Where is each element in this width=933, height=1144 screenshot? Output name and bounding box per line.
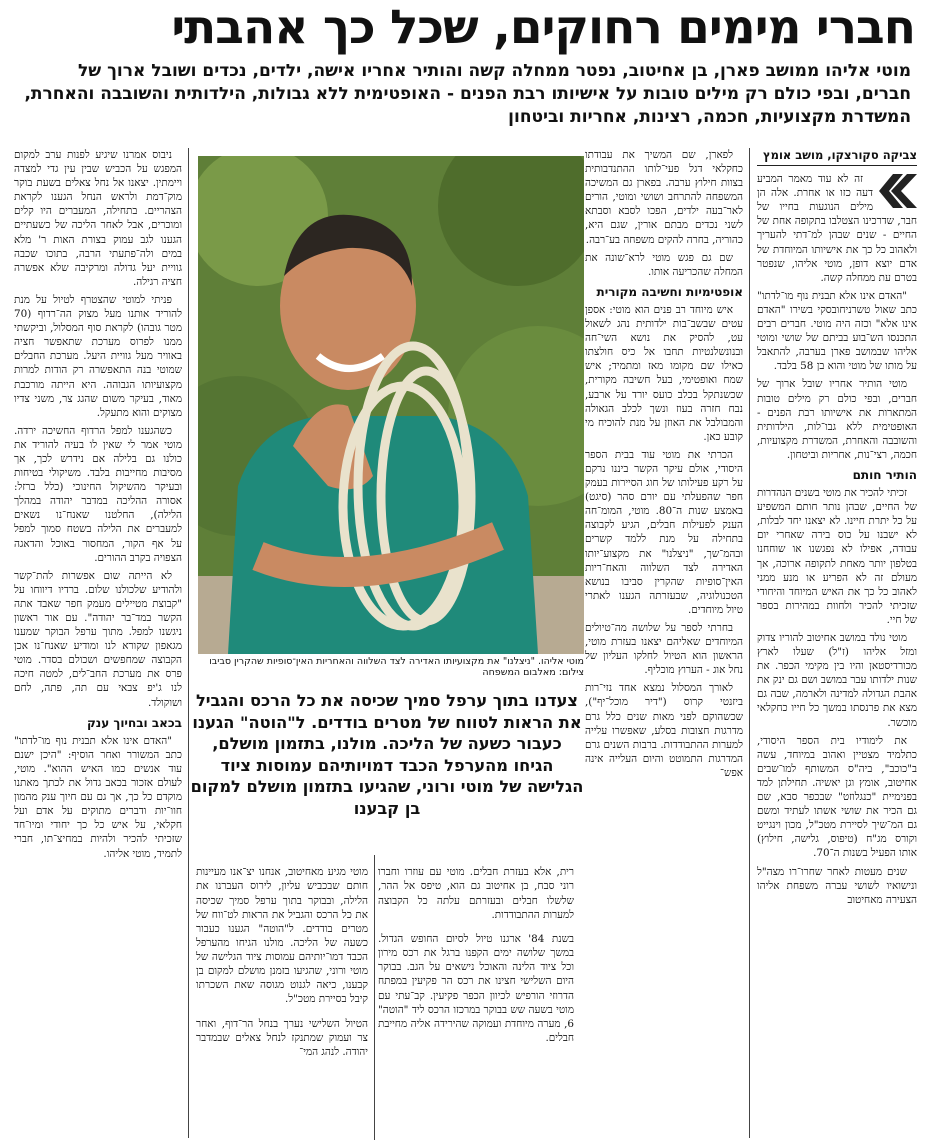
article-column-4 <box>196 855 368 1144</box>
paragraph: לא הייתה שום אפשרות להת־קשר ולהודיע שלכולנו שלום. ברדיו דיווחו על "קבוצת מטיילים מעמק חפר שאבד אתה הקשר במד־בר יהודה". עם אור ראשון ניגשנו למפל. מתוך ערפל הבוקר שמענו מגאפון שקורא לנו ומודיע שאנח־נו אכן הקבוצה שמחפשים ושכולם בסדר. מוטי פרס את מערכת החב־לים, למטה חיכה לנו ג'יפ צבאי עם תה, פתה, לחם ושוקולד. <box>14 569 182 709</box>
paragraph: שם גם פגש מוטי לרא־שונה את המחלה שהכריעה אותו. <box>585 251 743 278</box>
subheading: אופטימיות וחשיבה מקורית <box>596 284 743 299</box>
column-divider <box>749 148 750 1138</box>
article-column-5 <box>14 148 182 1144</box>
paragraph: ניבוס אמרנו שיגיע לפנות ערב למקום המפגש על הכביש שבין עין גדי למצדה ויימתין. יצאנו אל נחל צאלים בשעת בוקר מוק־דמת ולראש הנחל הגענו לקראת הצהריים. בתחילה, המעברים היו קלים ומוכרים, אבל לאחר הליכה של כשעתיים הגענו לגב עמוק בצורת האות ר' מלא במים ולה־פתעתי הרבה, בתוכו שכבה גוויית יעל גדולה ומרקיבה שלא אפשרה חציה רגילה. <box>14 149 182 288</box>
article-column-1 <box>757 148 917 1144</box>
article-deck: מוטי אליהו ממושב פארן, בן אחיטוב, נפטר ממחלה קשה והותיר אחריו אישה, ילדים, נכדים ושובל ארוך של חברים, ובפי כולם רק מילים טובות על אישיותו רבת הפנים - האופטימית ללא גבולות, הילדותית והשובבה והאחרת, המשדרת מקצועיות, חכמה, רצינות, אחריות וביטחון <box>24 61 911 127</box>
paragraph: מוטי מגיע מאחיטוב, אנחנו יצ־אנו מעיינות חותם שבכביש עליון, לירוס העברנו את הלילה, ובבוקר בתוך ערפל סמיך שכיסה את כל הרכס והגביל את הראות לט־ווח של מטרים בודדים. ל"הוטה" הגענו כעבור כשעה של הליכה. מולנו הגיחו מהערפל הכבד דמו־יותיהם עמוסות ציוד הגלישה של מוטי ורוני, שהגיעו בזמנן מושלם למקום בן קבענו, כיאה לגנוט מגוסה שאת השכרתו קיבל בסיירת מטכ"ל. <box>196 866 368 1006</box>
paragraph: בחרתי לספר על שלושה מה־טיולים המיוחדים שאליהם יצאנו בעזרת מוטי, הראשון הוא הטיול לחלקו העליון של נחל אוג - הערוץ מוכליף. <box>585 622 743 677</box>
paragraph: מוטי נולד במושב אחיטוב להוריו צדוק ומזל אליהו (ז"ל) שעלו לארץ מכורדיסטאן והיו בין מקימי הכפר. את שנות ילדותו עבר במושב ושם גם ינק את אהבת הגדולה למדינה ולארמה, שבה גם מצא את פרנסתו במשך כל חייו כחקלאי מוכשר. <box>757 632 917 729</box>
pull-quote: צעדנו בתוך ערפל סמיך שכיסה את כל הרכס והגביל את הראות לטווח של מטרים בודדים. ל"הוטה" הגענו כעבור כשעה של הליכה. מולנו, בתזמון מושלם, הגיחו מהערפל הכבד דמויותיהם עמוסות ציוד הגלישה של מוטי ורוני, שהגיעו בתזמון מושלם למקום בן קבענו <box>190 691 584 818</box>
paragraph: מוטי הותיר אחריו שובל ארוך של חברים, ובפי כולם רק מילים טובות המתארות את אישיותו רבת הפנים - האופטימית ללא גבו־לות, הילדותית והשובבה והאחרת, המשדרת מקצועיות, חכמה, רצי־נות, אחריות וביטחון. <box>757 378 917 461</box>
paragraph: פניתי למוטי שהצטרף לטיול על מנת להוריד אותנו מעל מצוק הה־רדוף (70 מטר גובהו) לקראת סוף המסלול, וביקשתי ממנו לפרוס מערכת שתאפשר חציה באוויר מעל גוויית היעל. מערכת החבלים שמוטי בנה התאפשרה רק הודות למרות מקצועיותו הגבוהה. היא הייתה מורכבת מאוד, בעיקר משום שהגג צר, משני צדיו מצוקים והוא מתעקל. <box>14 293 182 419</box>
paragraph: את לימודיו בית הספר היסודי, כתלמיד מצטיין ואהוב במיוחד, עשה ב"כוכב", ביה"ס המשותף למו־שבים אחיטוב, אומץ וגן יאשיה. תחילתן למד בפנימיית "כנגלוזט" שבכפר סבא, שם גם הכיר את שושי אשתו לעתיד ומשם גם המ־שיך לסיירת מטכ"ל, מכון וינגייט וקורס מג"ח (טיפוס, גלישה, חילוץ) אותו הפעיל בשנות ה־70. <box>757 734 917 860</box>
paragraph: כשהגענו למפל הרדוף החשיכה ירדה. מוטי אמר לי שאין לו בעיה להוריד את כולנו גם בלילה אם נידרש לכך, אך מסיבות מחייבות בלבד. משיקולי בטיחות ובעיקר מהשיקול החינוכי (כלל ברזל: אסורה ההליכה במדבר יהודה במהלך הלילה), החלטנו שאנח־נו נשאים למעברים את הלילה בשטח סמוך למפל על אף הקור, המחסור באוכל והדאגה הצפויה בקרב ההורים. <box>14 424 182 564</box>
paragraph: איש מיוחד רב פנים הוא מוטי: אספן עטים שבשב־בות ילדותית נהג לשאול עט, להסיק את נושא השי־חה ובנונשלנטיות תחבו אל כיס חולצתו כאילו שם מקומו מאז ומתמיד; איש שמח ואופטימי, בעל חשיבה מקורית, שכשנתקל בכלב כועס יורד על ארבע, נבח חזרה בעוז ונשך לכלב הגאולה והמבולבל את האוזן על מנת להוכיח מי קובע כאן. <box>585 303 743 443</box>
paragraph: לפארן, שם המשיך את עבודתו כחקלאי דגל פעי־לותו ההתנדבותית בצוות חילוץ ערבה. בפארן גם המשיכה המשפחה להתרחב ושושי ומוטי, הורים לאר־בעה ילדים, הפכו לסבא וסבתא לשני נכדים מבתם אורין, שגם היא, כהוריה, בחרה להקים משפחה בע־רבה. <box>585 149 743 246</box>
article-photo <box>198 156 584 654</box>
paragraph: לאורך המסלול נמצא אחד נזי־רות ביזנטי קרוס ("דיר מוכל־יף"), שכשהוקם לפני מאות שנים כלל גרם מדרגות חצובות בסלע, שאפשרו עלייה למערות ההתבודדות. ברבות השנים גרם המדרגות התמוטט והיום העלייה אינה אפש־ <box>585 682 743 779</box>
photo-caption <box>198 656 584 680</box>
paragraph: "האדם אינו אלא תבנית נוף מו־לדתו" כתב המשורר ואחר הוסיף: "היכן ישנם עוד אנשים כמו האיש ההוא". מוטי, לעולם אזכור בכאב גדול את לכתך מאתנו מוקדם כל כך, אך גם עם חיוך ענק מהמון חוו־יות ודברים מתוקים על אדם ועל חקלאי, על איש כל כך יחודי ומיו־חד שזכיתי להכיר ולהיות במחיצ־תו, חברי לתמיד, מוטי אליהו. <box>14 734 182 860</box>
author-byline: צביקה סקורצקו, מושב אומץ <box>757 148 917 166</box>
column-divider <box>188 148 189 1138</box>
article-column-2 <box>585 148 743 1144</box>
subheading: הותיר חותם <box>852 467 917 482</box>
chevrons-icon <box>879 174 917 208</box>
article-column-3 <box>378 855 574 1144</box>
paragraph: רית, אלא בעזרת חבלים. מוטי עם עוזרו וחברו רוני סבח, בן אחיטוב גם הוא, טיפס אל ההר, שלשלו חבלים ובעזרתם עלתה כל הקבוצה למערות ההתבודדות. <box>378 866 574 921</box>
paragraph: זכיתי להכיר את מוטי בשנים הנהדרות של החיים, שבהן נותר חותם המשפיע על כל יתרת חיינו. לא יצאנו יחד לבלות, לא ישבנו על כוס בירה שאחרי יום עבודה, אפילו לא נפגשנו או שוחחנו בטלפון יותר מאחת לתקופה ארוכה, אך מעולם זה לא הפריע או מנע ממני לאהוב כל כך את האיש המיוחד והיחודי שזכיתי להכיר ולחוות במהירות בספר של חיי. <box>757 487 917 626</box>
paragraph: זה לא עוד מאמר המביע דעה כזו או אחרת. אלה הן מילים הנוגעות בחייו של חבר, שדרכינו הצטלבו בתקופה אחת של החיים - שנים שבהן למ־דתי להעריך ולאהוב כל כך את אישיותו המיוחדת של אדם יוצא דופן, מוטי אליהו, שנפטר בטרם עת ממחלה קשה. <box>757 173 917 284</box>
paragraph: שנים מעטות לאחר שחרו־רו מצה"ל ונישואיו לשושי עברה משפחת אליהו הצעירה מאחיטוב <box>757 865 917 906</box>
column-divider <box>374 855 375 1140</box>
paragraph: הכרתי את מוטי עוד בבית הספר היסודי, אולם עיקר הקשר ביננו נרקם על רקע פעילותו של חוג הסיירות בעמק חפר שהפעלתי עם יורם סהר (סיגט) באמצע שנות ה־80. מוטי, המומ־חה הענק לפעילות חבלים, הגיע לקבוצה בתחילה על מנת ללמד קשרים ובהמ־שך, "ניצלנו" את מקצוע־יותו האדירה לצד השלווה והאח־ריות האין־סופיות שהקרין סביבו בנושא הטכנולוגיה, שבעזרתה הגענו לאתרי טיול מיוחדים. <box>585 448 743 616</box>
portrait-illustration <box>198 156 584 654</box>
caption-text: מוטי אליהו. "ניצלנו" את מקצועיותו האדירה לצד השלווה והאחריות האין־סופיות שהקרין סביבו <box>209 656 584 667</box>
paragraph: בשנת 84' ארגנו טיול לסיום החופש הגדול. במשך שלושה ימים הקפנו ברגל את רכס מירון וכל ציוד הלינה והאוכל נישאים על הגב. בבוקר היום השלישי חצינו את רכס הר פקיעין במפתח הדרוזי הורפיש לכיוון הכפר פקיעין. קב־עתי עם מוטי בשעה שש בבוקר במרכזו הרכס ליד "הוטה" 6, מערה מיוחדת ועמוקה שהירידה אליה מחייבת חבלים. <box>378 933 574 1044</box>
page-title: חברי מימים רחוקים, שכל כך אהבתי <box>171 0 915 55</box>
subheading: בכאב ובחיוך ענק <box>86 715 182 730</box>
photo-credit: צילום: מאלבום המשפחה <box>482 667 584 678</box>
paragraph: "האדם אינו אלא תבנית נוף מו־לדתו" כתב שאול טשרניחובסקי בשירו "האדם אינו אלא" וכזה היה מוטי. חברים רבים התכנסו הש־בוע בביתם של שושי ומוטי אליהו שבמושב פארן בערבה, להתאבל על מותו של מוטי והוא בן 58 בלבד. <box>757 289 917 373</box>
paragraph: הטיול השלישי נערך בנחל הר־דוף, ואחר צר ועמוק שמתנקז לנחל צאלים שבמדבר יהודה. לנהג המי־ <box>196 1017 368 1058</box>
